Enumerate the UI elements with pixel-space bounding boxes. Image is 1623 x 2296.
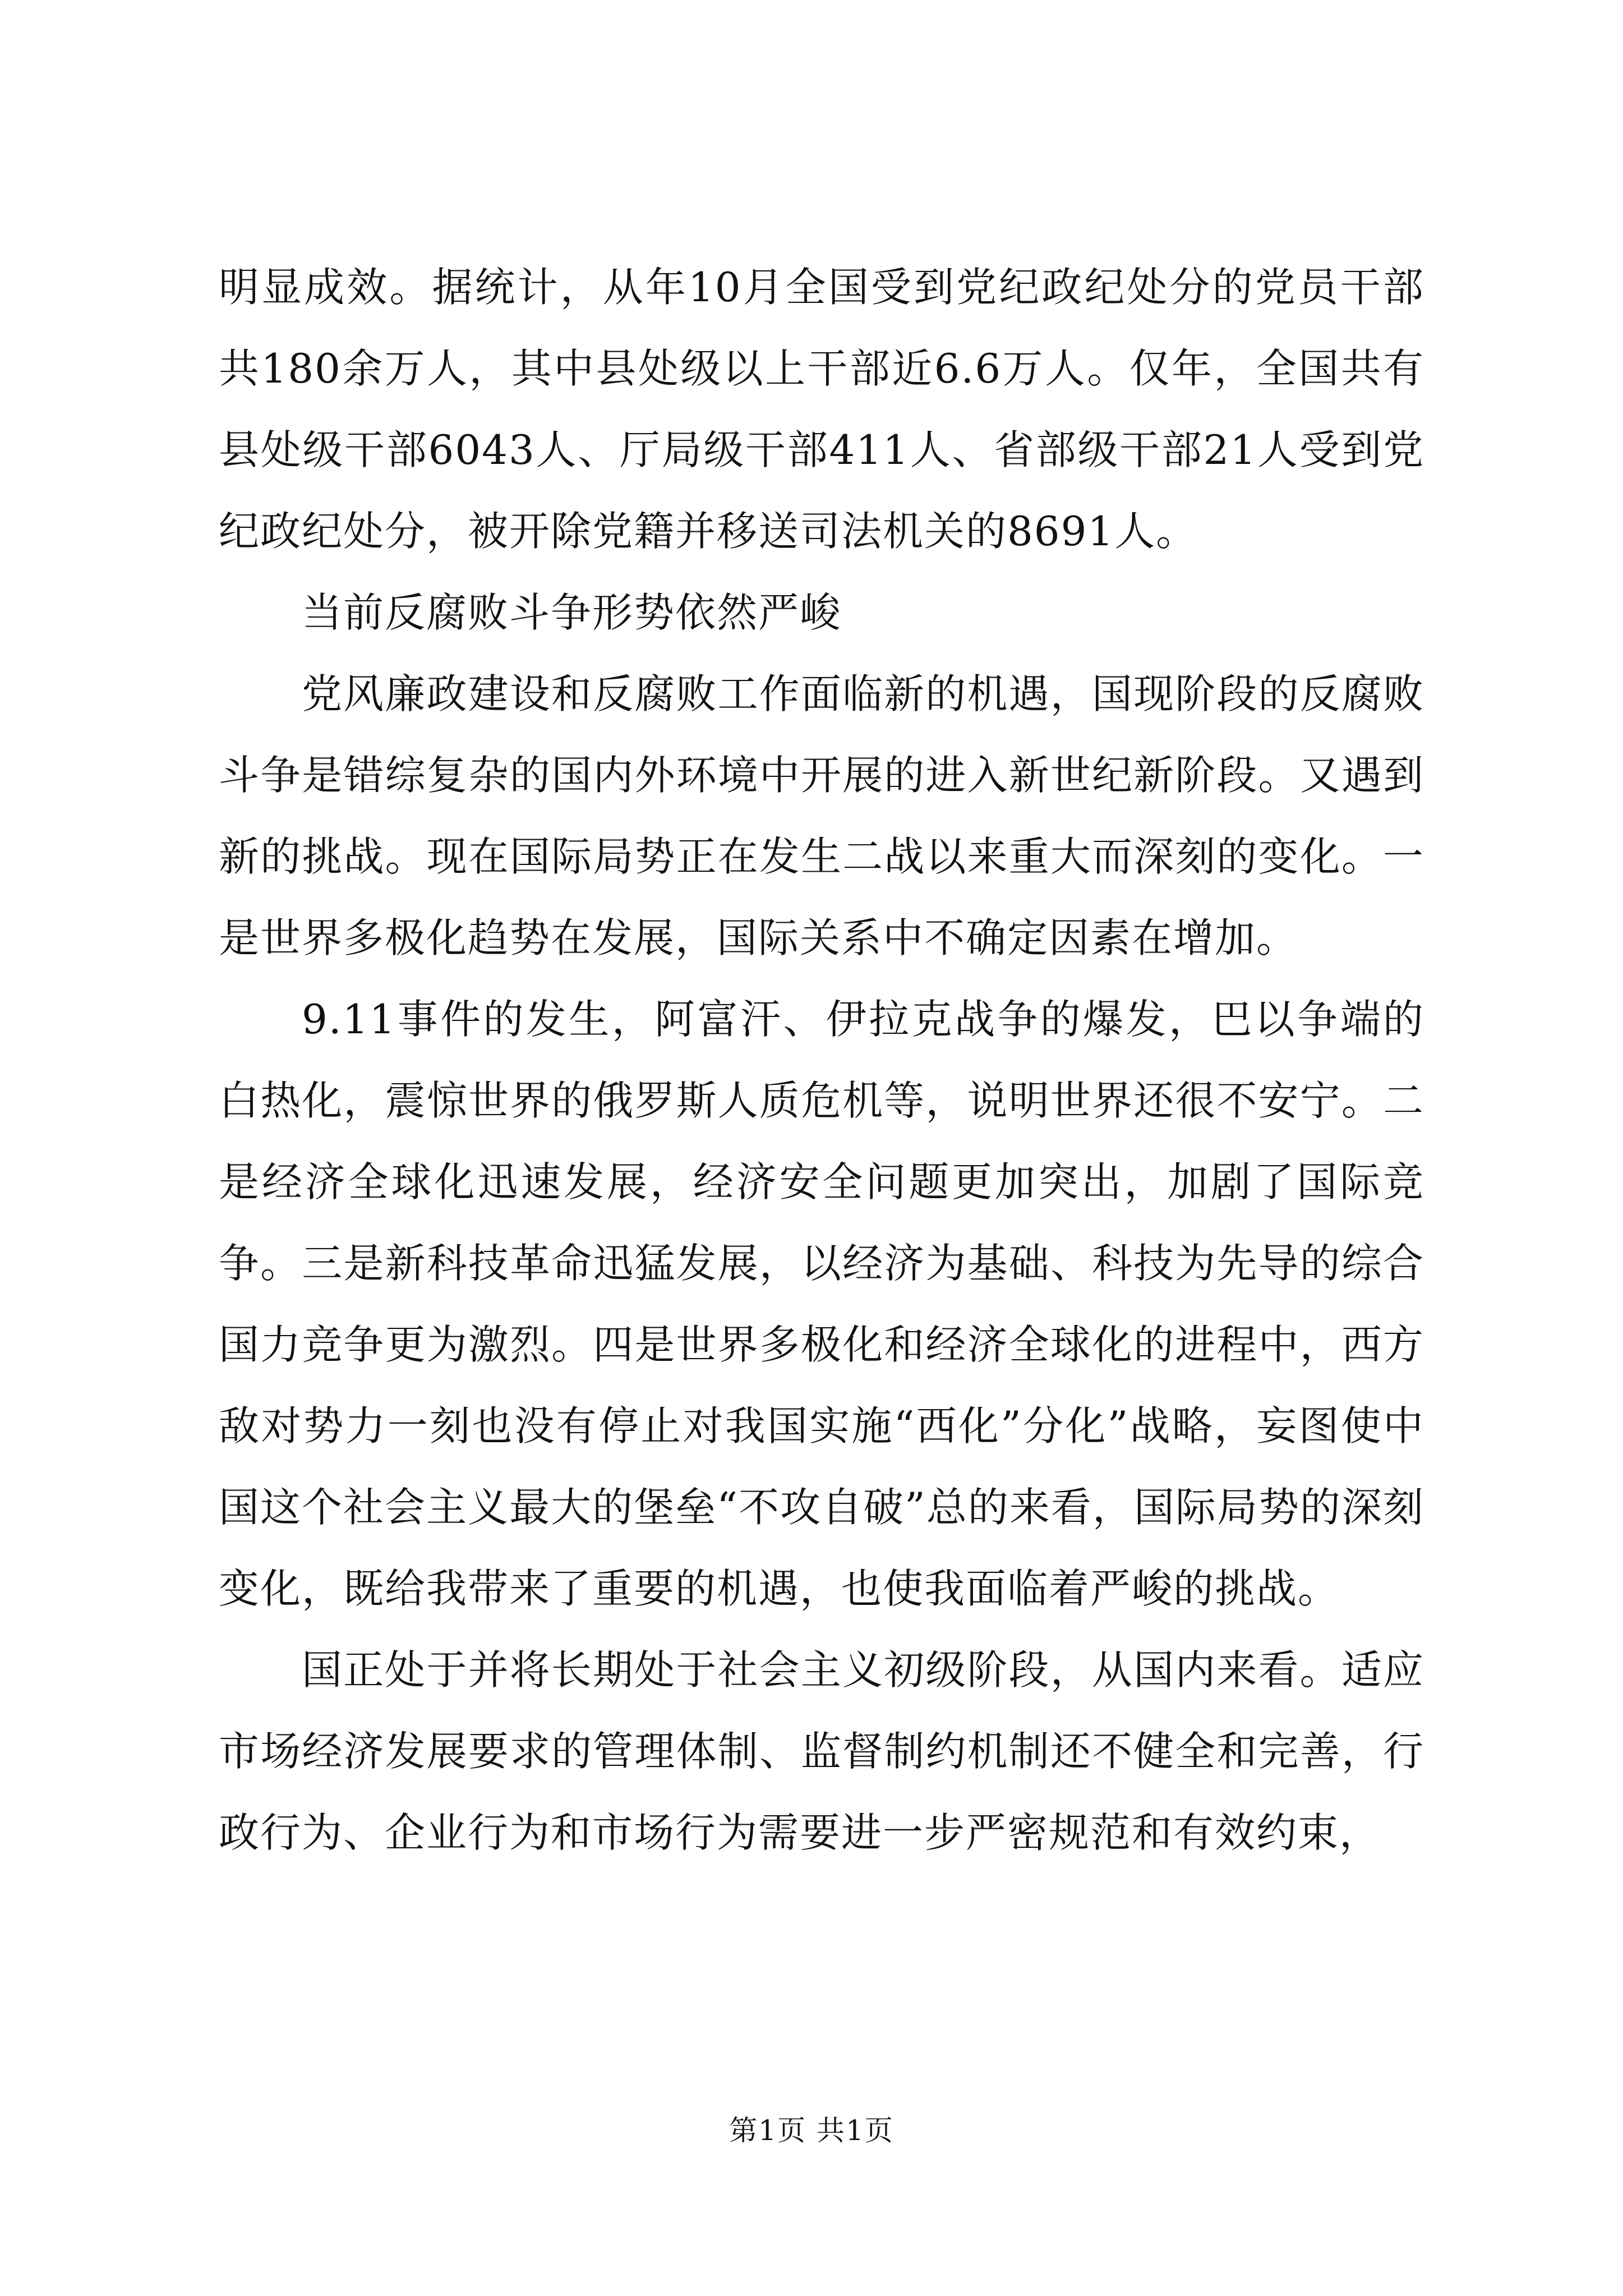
paragraph-4: 9.11事件的发生，阿富汗、伊拉克战争的爆发，巴以争端的白热化，震惊世界的俄罗斯人质危机等，说明世界还很不安宁。二是经济全球化迅速发展，经济安全问题更加突出，加剧了国际竞争。三是新科技革命迅猛发展，以经济为基础、科技为先导的综合国力竞争更为激烈。四是世界多极化和经济全球化的进程中，西方敌对势力一刻也没有停止对我国实施“西化”分化”战略，妄图使中国这个社会主义最大的堡垒“不攻自破”总的来看，国际局势的深刻变化，既给我带来了重要的机遇，也使我面临着严峻的挑战。	[219, 996, 1424, 1612]
paragraph-5: 国正处于并将长期处于社会主义初级阶段，从国内来看。适应市场经济发展要求的管理体制、监督制约机制还不健全和完善，行政行为、企业行为和市场行为需要进一步严密规范和有效约束，	[219, 1646, 1424, 1856]
document-body	[219, 247, 1424, 1874]
page-footer: 第1页 共1页	[729, 2114, 894, 2147]
paragraph-1: 明显成效。据统计，从年10月全国受到党纪政纪处分的党员干部共180余万人，其中县处级以上干部近6.6万人。仅年，全国共有县处级干部6043人、厅局级干部411人、省部级干部21人受到党纪政纪处分，被开除党籍并移送司法机关的8691人。	[219, 264, 1424, 555]
paragraph-heading: 当前反腐败斗争形势依然严峻	[302, 589, 842, 636]
paragraph-3: 党风廉政建设和反腐败工作面临新的机遇，国现阶段的反腐败斗争是错综复杂的国内外环境中开展的进入新世纪新阶段。又遇到新的挑战。现在国际局势正在发生二战以来重大而深刻的变化。一是世界多极化趋势在发展，国际关系中不确定因素在增加。	[219, 670, 1424, 961]
